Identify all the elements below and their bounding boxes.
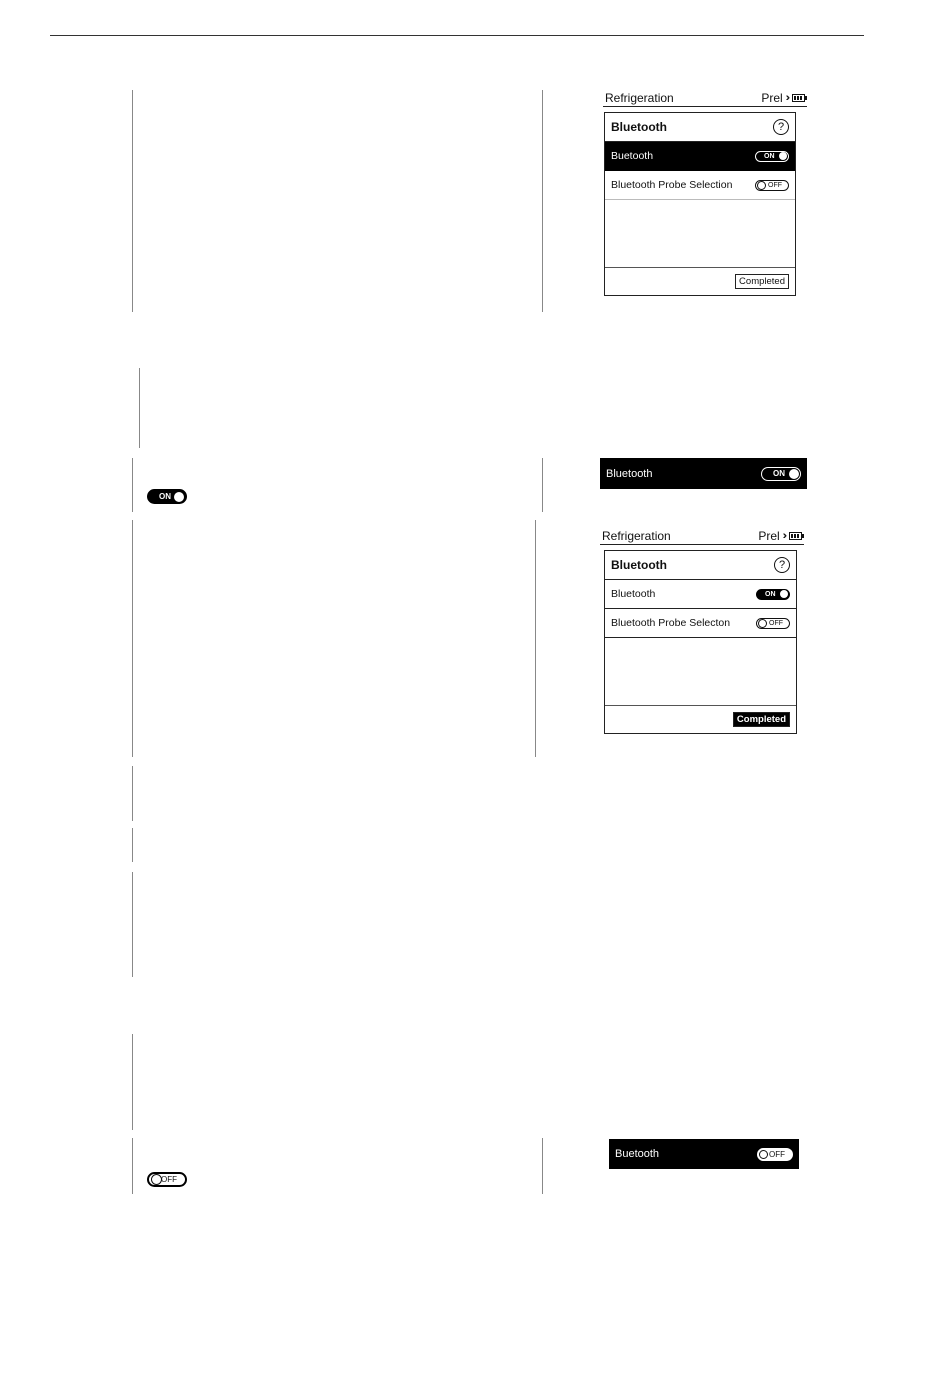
toggle-knob — [779, 152, 787, 160]
margin-bar — [542, 90, 543, 312]
status-label: Prel — [761, 91, 783, 105]
probe-selection-row[interactable] — [605, 171, 795, 200]
probe-selection-label: Bluetooth Probe Selecton — [611, 617, 731, 629]
margin-bar — [132, 458, 133, 512]
toggle-knob — [759, 1150, 768, 1159]
battery-icon — [792, 94, 805, 102]
bluetooth-row[interactable] — [605, 142, 795, 171]
toggle-knob — [758, 619, 767, 628]
probe-selection-label: Bluetooth Probe Selection — [611, 179, 733, 191]
mode-label: Refrigeration — [602, 529, 671, 543]
margin-bar — [132, 1138, 133, 1194]
strip-label: Buetooth — [615, 1148, 660, 1160]
toggle-text: OFF — [769, 1149, 785, 1159]
completed-button[interactable]: Completed — [735, 274, 789, 289]
bluetooth-row[interactable] — [605, 580, 796, 609]
status-bar — [600, 530, 804, 545]
status-bar — [603, 92, 807, 107]
probe-selection-toggle[interactable] — [755, 180, 789, 191]
margin-bar — [535, 520, 536, 757]
margin-bar — [139, 368, 140, 448]
completed-button[interactable]: Completed — [733, 712, 790, 727]
probe-selection-toggle[interactable] — [756, 618, 790, 629]
toggle-text: ON — [773, 469, 785, 478]
bluetooth-panel — [604, 112, 796, 296]
probe-selection-row[interactable] — [604, 608, 797, 638]
bluetooth-icon: ›› — [785, 92, 787, 104]
toggle-text: ON — [159, 492, 171, 501]
margin-bar — [132, 1034, 133, 1130]
bluetooth-panel — [604, 550, 797, 734]
toggle-knob — [789, 469, 799, 479]
margin-bar — [132, 520, 133, 757]
inline-toggle-off — [147, 1172, 187, 1192]
device-screen-1 — [603, 92, 807, 296]
panel-footer — [605, 705, 796, 733]
toggle-text: OFF — [769, 619, 783, 627]
panel-title-text: Bluetooth — [611, 558, 667, 572]
margin-bar — [542, 1138, 543, 1194]
bluetooth-strip-on — [600, 458, 807, 489]
toggle-text: ON — [765, 590, 776, 598]
panel-title-text: Bluetooth — [611, 120, 667, 134]
toggle-knob — [780, 590, 788, 598]
mode-label: Refrigeration — [605, 91, 674, 105]
toggle-off-icon — [147, 1172, 187, 1187]
bluetooth-toggle[interactable] — [756, 589, 790, 600]
margin-bar — [132, 828, 133, 862]
page-top-rule — [50, 35, 864, 36]
bluetooth-toggle[interactable] — [761, 467, 801, 481]
toggle-knob — [757, 181, 766, 190]
panel-title — [605, 551, 796, 580]
help-circle-icon[interactable]: ? — [774, 557, 790, 573]
toggle-text: OFF — [161, 1175, 177, 1184]
bluetooth-row-label: Bluetooth — [611, 588, 656, 600]
toggle-text: OFF — [768, 181, 782, 189]
bluetooth-toggle[interactable] — [755, 151, 789, 162]
help-circle-icon[interactable]: ? — [773, 119, 789, 135]
toggle-knob — [174, 492, 184, 502]
margin-bar — [132, 872, 133, 977]
bluetooth-toggle[interactable] — [757, 1148, 793, 1161]
strip-label: Bluetooth — [606, 467, 653, 480]
inline-toggle-on — [147, 489, 187, 509]
battery-icon — [789, 532, 802, 540]
margin-bar — [542, 458, 543, 512]
bluetooth-icon: ›› — [782, 530, 784, 542]
margin-bar — [132, 90, 133, 312]
toggle-text: ON — [764, 152, 775, 160]
panel-title — [605, 113, 795, 142]
margin-bar — [132, 766, 133, 821]
panel-footer — [605, 267, 795, 295]
device-screen-2 — [600, 530, 804, 734]
bluetooth-row-label: Buetooth — [611, 150, 654, 162]
toggle-on-icon — [147, 489, 187, 504]
status-label: Prel — [758, 529, 780, 543]
bluetooth-strip-off — [609, 1139, 799, 1169]
